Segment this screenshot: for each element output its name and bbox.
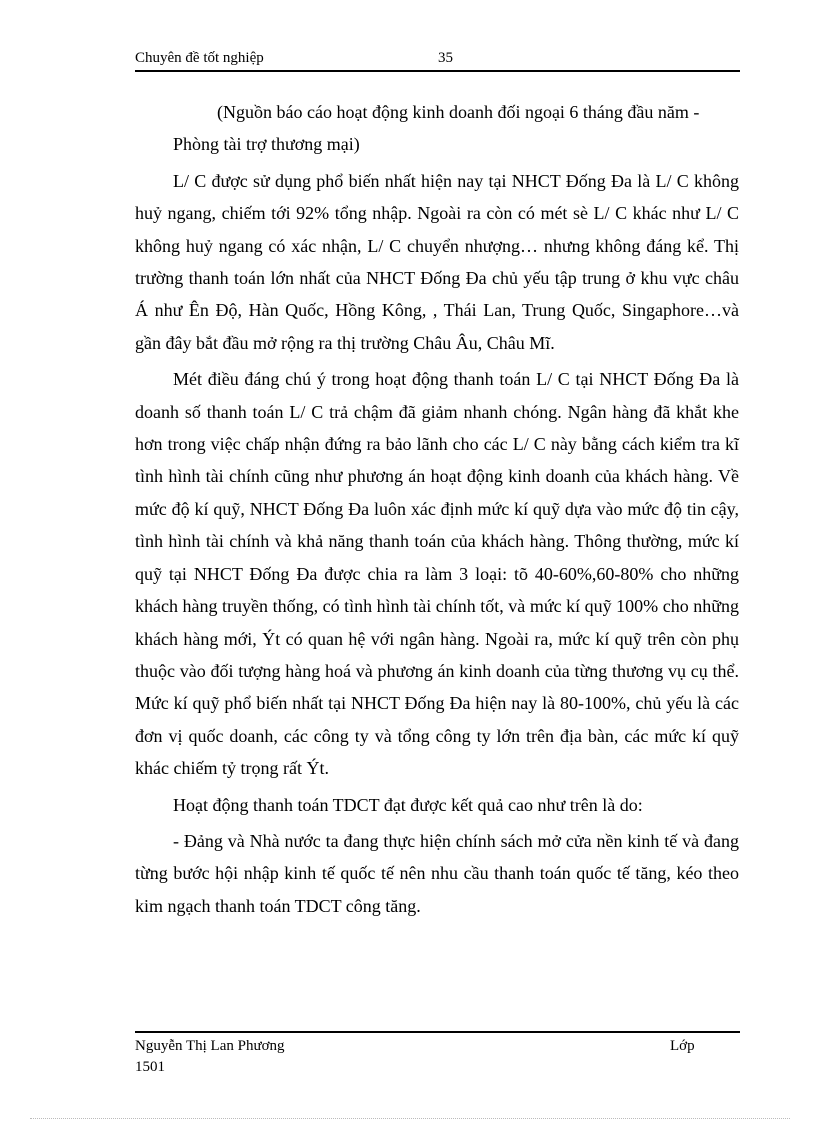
paragraph-1: L/ C được sử dụng phổ biến nhất hiện nay tại NHCT Đống Đa là L/ C không huỷ ngang, chiếm tới 92% tổng nhập. Ngoài ra còn có mét sè L/ C khác như L/ C không huỷ ngang có xác nhận, L/ C chuyển nhượng… nhưng không đáng kể. Thị trường thanh toán lớn nhất của NHCT Đống Đa chủ yếu tập trung ở khu vực châu Á như Ên Độ, Hàn Quốc, Hồng Kông, , Thái Lan, Trung Quốc, Singaphore…và gần đây bắt đầu mở rộng ra thị trường Châu Âu, Châu Mĩ. bbox=[135, 170, 739, 353]
page-edge-divider bbox=[30, 1118, 790, 1119]
paragraph-3: Hoạt động thanh toán TDCT đạt được kết quả cao như trên là do: bbox=[173, 794, 643, 815]
document-body bbox=[135, 96, 739, 922]
footer-class-number: 1501 bbox=[135, 1059, 165, 1075]
header-title: Chuyên đề tốt nghiệp bbox=[135, 50, 264, 66]
footer-class-label: Lớp bbox=[670, 1038, 695, 1054]
source-note bbox=[135, 96, 739, 161]
footer-author: Nguyễn Thị Lan Phương bbox=[135, 1038, 285, 1054]
paragraph-2: Mét điều đáng chú ý trong hoạt động thanh toán L/ C tại NHCT Đống Đa là doanh số thanh toán L/ C trả chậm đã giảm nhanh chóng. Ngân hàng đã khắt khe hơn trong việc chấp nhận đứng ra bảo lãnh cho các L/ C này bằng cách kiểm tra kĩ tình hình tài chính cũng như phương án hoạt động kinh doanh của khách hàng. Về mức độ kí quỹ, NHCT Đống Đa luôn xác định mức kí quỹ dựa vào mức độ tin cậy, tình hình tài chính và khả năng thanh toán của khách hàng. Thông thường, mức kí quỹ tại NHCT Đống Đa được chia ra làm 3 loại: tõ 40-60%,60-80% cho những khách hàng truyền thống, có tình hình tài chính tốt, và mức kí quỹ 100% cho những khách hàng mới, Ýt có quan hệ với ngân hàng. Ngoài ra, mức kí quỹ trên còn phụ thuộc vào đối tượng hàng hoá và phương án kinh doanh của từng thương vụ cụ thể. Mức kí quỹ phổ biến nhất tại NHCT Đống Đa hiện nay là 80-100%, chủ yếu là các đơn vị quốc doanh, các công ty và tổng công ty lớn trên địa bàn, các mức kí quỹ khác chiếm tỷ trọng rất Ýt. bbox=[135, 369, 739, 779]
page-number: 35 bbox=[438, 50, 453, 66]
paragraph-4-bullet: - Đảng và Nhà nước ta đang thực hiện chính sách mở cửa nền kinh tế và đang từng bước hội nhập kinh tế quốc tế nên nhu cầu thanh toán quốc tế tăng, kéo theo kim ngạch thanh toán TDCT công tăng. bbox=[135, 830, 739, 916]
source-note-line1: (Nguồn báo cáo hoạt động kinh doanh đối ngoại 6 tháng đầu năm - bbox=[217, 102, 700, 122]
footer-divider bbox=[135, 1031, 740, 1033]
page-header bbox=[135, 48, 740, 72]
source-note-line2: Phòng tài trợ thương mại) bbox=[173, 134, 360, 155]
